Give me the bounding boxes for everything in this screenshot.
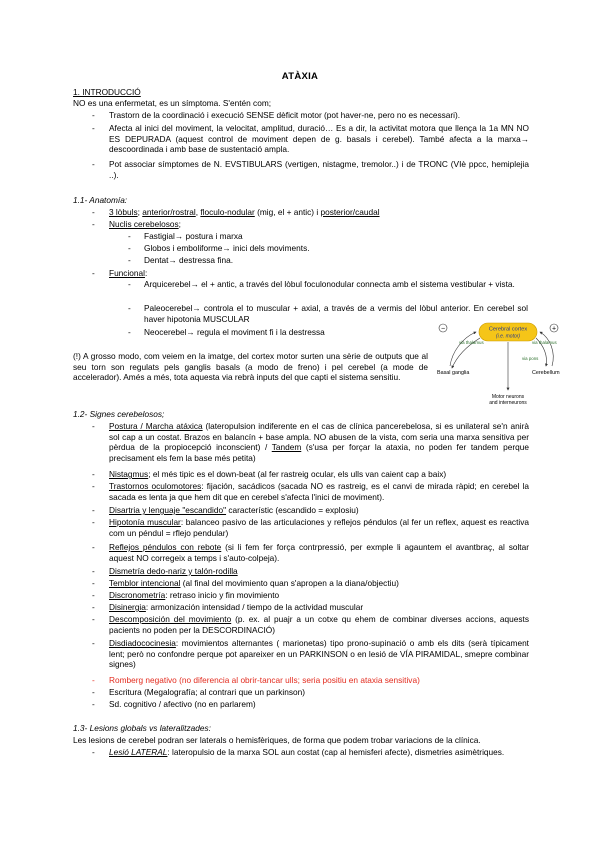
- dash-marker: -: [92, 207, 95, 217]
- dash-marker: -: [128, 243, 131, 253]
- signe-item-1: [109, 421, 529, 463]
- dash-marker: -: [92, 747, 95, 757]
- funcional-item-2: Paleocerebel→ controla el to muscular + axial, a través de a vermis del lòbul anterior. En cerebel sol haver hipotonia MUSCULAR: [144, 303, 528, 324]
- dash-marker: -: [92, 578, 95, 588]
- signe-term-2: Tandem: [271, 442, 302, 453]
- nucli-item-2: Globos i emboliforme→ inici dels moviments.: [144, 243, 310, 253]
- signe-term: Temblor intencional: [109, 578, 181, 588]
- dash-marker: -: [92, 110, 95, 120]
- signe-item-4: [109, 505, 529, 516]
- lobe-floculo: floculo-nodular: [200, 207, 255, 217]
- signe-item-12: [109, 638, 529, 670]
- signe-item-13: Romberg negativo (no diferencia al obrir-tancar ulls; seria positiu en ataxia sensitiva): [109, 675, 420, 685]
- funcional-item-1: Arquicerebel→ el + antic, a través del lòbul foculonodular connecta amb el sistema vestibular + vista.: [144, 279, 515, 289]
- lobes-line: 3 lòbuls; anterior/rostral, floculo-nodular (mig, el + antic) i posterior/caudal: [109, 207, 380, 217]
- signe-item-6: [109, 542, 529, 563]
- signe-text: característic (escandido = explosiu): [226, 505, 359, 515]
- dash-marker: -: [92, 421, 95, 431]
- signes-heading: 1.2- Signes cerebelosos;: [73, 409, 165, 419]
- signe-item-9: [109, 590, 529, 601]
- signe-text: : balanceo pasivo de las articulaciones y reflejos péndulos (al fer un reflex, aquest es reactiva com un péndul = rflejo pendular): [109, 517, 529, 538]
- dash-marker: -: [92, 638, 95, 648]
- dash-marker: -: [128, 279, 131, 289]
- dash-marker: -: [128, 303, 131, 313]
- nucli-item-1: Fastigial→ postura i marxa: [144, 231, 243, 241]
- signe-text: (si li fem fer força contrpressió, per exmple li agauntem el avantbraç, al soltar aquest NO corregeix a temps i s'auto-colpeja).: [109, 542, 529, 563]
- lesions-heading: 1.3- Lesions globals vs lateralitzades:: [73, 723, 211, 733]
- signe-term: Nistagmus: [109, 469, 149, 479]
- dash-marker: -: [92, 481, 95, 491]
- cortex-label-1: Cerebral cortex: [488, 326, 528, 333]
- lesions-term: Lesió LATERAL: [109, 747, 168, 757]
- signe-item-2: [109, 469, 529, 480]
- signe-text: ; el més tipic es el down-beat (al fer rastreig ocular, els ulls van caient cap a baix): [148, 469, 447, 479]
- signe-item-7: [109, 566, 529, 577]
- signe-item-15: Sd. cognitivo / afectivo (no en parlarem): [109, 699, 256, 709]
- signe-term: Trastornos oculomotores: [109, 481, 202, 491]
- signe-term: Disartria y lenguaje "escandido": [109, 505, 227, 515]
- cerebellum-label: Cerebellum: [532, 370, 560, 376]
- signe-text-2: (s'usa per forçar la ataxia, no poden fer tandem perque precisament els fem la base més petita): [109, 442, 529, 463]
- dash-marker: -: [92, 159, 95, 169]
- dash-marker: -: [128, 231, 131, 241]
- dash-marker: -: [92, 123, 95, 133]
- signe-item-14: Escritura (Megalografía; al contrari que un parkinson): [109, 687, 305, 697]
- lobes-mid: (mig, el + antic) i: [254, 207, 321, 217]
- intro-item-2: Afecta al inici del moviment, la velocitat, amplitud, duració… Es a dir, la activitat motora que llença la 1a MN NO ES DEPURADA (aquest control de moviment depen de g. basals i cerebel). També afecta a la marxa→ descoordinada i amb base de sustentació ampla.: [109, 123, 529, 155]
- lobes-label: 3 lòbuls: [109, 207, 138, 217]
- lesions-text: : lateropulsio de la marxa SOL aun costat (cap al hemisferi afecte), dismetries asimètriques.: [167, 747, 505, 757]
- lobe-posterior: posterior/caudal: [320, 207, 380, 217]
- signe-term: Descomposición del movimiento: [109, 614, 232, 624]
- dash-marker: -: [92, 268, 95, 278]
- arrow-basal-to-cortex: [450, 332, 476, 366]
- dash-marker: -: [92, 687, 95, 697]
- nuclis-label: Nuclis cerebelosos: [109, 219, 179, 229]
- via-thalamus-left-label: via thalamus: [459, 340, 484, 345]
- funcional-item-3: Neocerebel→ regula el moviment fi i la destressa: [144, 327, 325, 337]
- signe-text: : retraso inicio y fin movimiento: [165, 590, 280, 600]
- nucli-item-3: Dentat→ destressa fina.: [144, 255, 234, 265]
- signe-term: Discronometría: [109, 590, 166, 600]
- plus-sign: +: [551, 325, 557, 333]
- dash-marker: -: [92, 469, 95, 479]
- signe-term: Postura / Marcha atáxica: [109, 421, 203, 431]
- via-pons-label: via pons: [522, 356, 539, 361]
- dash-marker: -: [92, 566, 95, 576]
- dash-marker: -: [92, 219, 95, 229]
- intro-item-3: Pot associar símptomes de N. EVSTIBULARS (vertigen, nistagme, tremolor..) i de TRONC (VIè ppcc, hemiplejia ..).: [109, 159, 529, 180]
- anatomy-note: (!) A grosso modo, com veiem en la imatge, del cortex motor surten una sèrie de outputs que al seu torn son regulats pels ganglis basals (a modo de freno) i pel cerebel (a mode de accelerador). Amés a més, tota aquesta via rebrà inputs del que capti el sistema sensitiu.: [73, 351, 428, 383]
- signe-item-8: [109, 578, 529, 589]
- signe-term: Hipotonía muscular: [109, 517, 181, 527]
- dash-marker: -: [92, 602, 95, 612]
- via-thalamus-right-label: via thalamus: [532, 340, 557, 345]
- dash-marker: -: [92, 505, 95, 515]
- anatomy-heading: 1.1- Anatomía:: [73, 195, 128, 205]
- lobe-anterior: anterior/rostral: [142, 207, 196, 217]
- signe-item-10: [109, 602, 529, 613]
- funcional-label: Funcional: [109, 268, 145, 278]
- motor-neurons-label-2: and interneurons: [489, 400, 527, 406]
- minus-sign: −: [440, 325, 446, 333]
- page-title: ATÀXIA: [281, 71, 319, 82]
- funcional-heading: Funcional:: [109, 268, 148, 278]
- signe-term: Reflejos péndulos con rebote: [109, 542, 222, 552]
- lesions-lead: Les lesions de cerebel podran ser laterals o hemisfèriques, de forma que podem trobar variacions de la clínica.: [73, 735, 481, 745]
- signe-text: (p. ex. al puajr a un cotxe qu ehem de combinar diverses accions, aquests pacients no poden per la DESCORDINACIÓ): [109, 614, 529, 635]
- dash-marker: -: [92, 675, 95, 685]
- dash-marker: -: [128, 255, 131, 265]
- signe-text: : movimientos alternantes ( marionetas) tipo prono-supinació o amb els dits (serà típicament lent; però no confondre perque pot apareixer en un PARKINSON o en lesió de VÍA PIRAMIDAL, smepre combinar signes): [109, 638, 529, 670]
- dash-marker: -: [92, 699, 95, 709]
- intro-item-1: Trastorn de la coordinació i execució SENSE dèficit motor (pot haver-ne, pero no es necessari).: [109, 110, 461, 120]
- nuclis-heading: Nuclis cerebelosos;: [109, 219, 181, 229]
- signe-term: Dismetría dedo-nariz y talón-rodilla: [109, 566, 238, 576]
- lesions-item: [109, 747, 529, 758]
- dash-marker: -: [92, 517, 95, 527]
- motor-control-diagram: [432, 316, 566, 410]
- signe-term: Disdiadococinesia: [109, 638, 176, 648]
- dash-marker: -: [92, 542, 95, 552]
- intro-heading: 1. INTRODUCCIÓ: [73, 87, 141, 97]
- signe-item-3: [109, 481, 529, 502]
- dash-marker: -: [128, 327, 131, 337]
- signe-item-11: [109, 614, 529, 635]
- intro-lead: NO es una enfermetat, es un símptoma. S'entén com;: [73, 98, 272, 108]
- signe-item-5: [109, 517, 529, 538]
- signe-text: (al final del movimiento quan s'apropen a la diana/objectiu): [180, 578, 399, 588]
- cortex-label-2: (i.e. motor): [495, 333, 521, 340]
- basal-ganglia-label: Basal ganglia: [437, 370, 470, 376]
- dash-marker: -: [92, 590, 95, 600]
- signe-text: (lateropulsion indiferente en el cas de clínica pancerebelosa, si es unilateral se'n anirà sol cap a un costat. Brazos en balancín + base ampla. NO abusen de la vista, com seria una marxa sensitiva per pèrdua de la propiocepció inconscient) /: [109, 421, 529, 453]
- signe-text: : fijación, sacádicos (sacada NO es rastreig, es el canvi de mirada ràpid; en cerebel la sacada es lenta ja que hem dit que en cerebel s'afecta l'inici de moviment).: [109, 481, 529, 502]
- motor-neurons-label-1: Motor neurons: [491, 394, 525, 400]
- signe-text: : armonización intensidad / tiempo de la actividad muscular: [145, 602, 364, 612]
- dash-marker: -: [92, 614, 95, 624]
- signe-term: Disinergia: [109, 602, 146, 612]
